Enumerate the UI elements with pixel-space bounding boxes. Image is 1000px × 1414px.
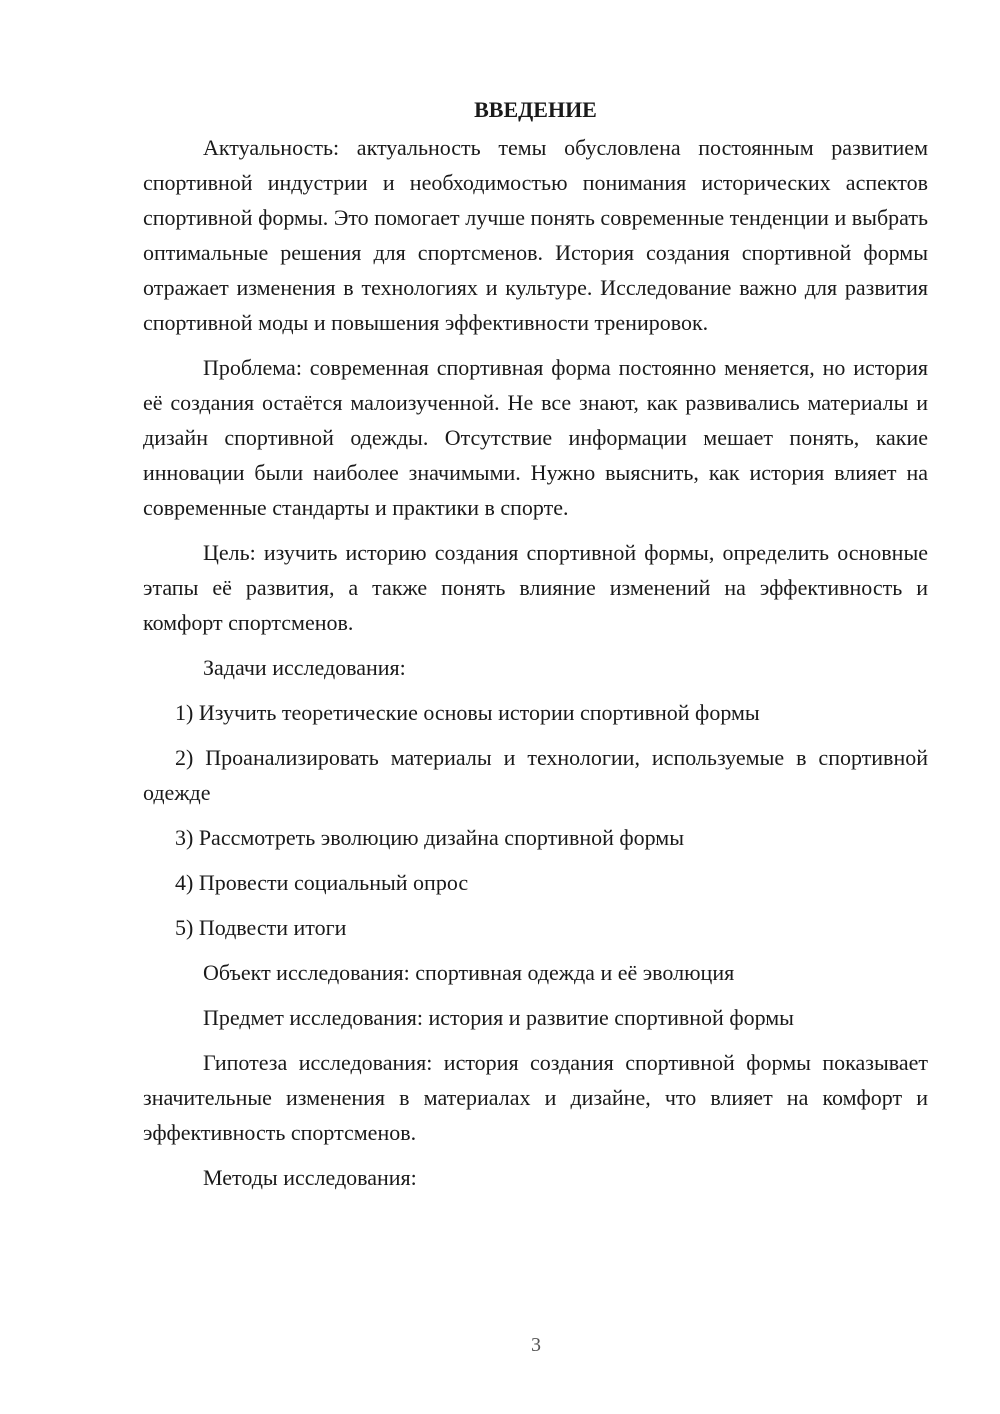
task-item: 1) Изучить теоретические основы истории спортивной формы [175, 700, 760, 725]
methods-heading: Методы исследования: [203, 1165, 417, 1190]
tasks-heading: Задачи исследования: [203, 655, 406, 680]
goal-paragraph: Цель: изучить историю создания спортивной формы, определить основные этапы её развития, а также понять влияние изменений на эффективность и комфорт спортсменов. [143, 540, 928, 635]
subject-paragraph: Предмет исследования: история и развитие спортивной формы [203, 1005, 794, 1030]
problem-paragraph: Проблема: современная спортивная форма постоянно меняется, но история её создания остаётся малоизученной. Не все знают, как развивались материалы и дизайн спортивной одежды. Отсутствие информации мешает понять, какие инновации были наиболее значимыми. Нужно выяснить, как история влияет на современные стандарты и практики в спорте. [143, 355, 928, 520]
section-heading: ВВЕДЕНИЕ [474, 97, 597, 122]
object-paragraph: Объект исследования: спортивная одежда и её эволюция [203, 960, 735, 985]
relevance-paragraph: Актуальность: актуальность темы обусловлена постоянным развитием спортивной индустрии и необходимостью понимания исторических аспектов спортивной формы. Это помогает лучше понять современные тенденции и выбрать оптимальные решения для спортсменов. История создания спортивной формы отражает изменения в технологиях и культуре. Исследование важно для развития спортивной моды и повышения эффективности тренировок. [143, 135, 928, 335]
page-number: 3 [531, 1334, 541, 1356]
task-item: 4) Провести социальный опрос [175, 870, 469, 895]
document-page [143, 96, 928, 1205]
task-item: 5) Подвести итоги [175, 915, 347, 940]
hypothesis-paragraph: Гипотеза исследования: история создания спортивной формы показывает значительные изменения в материалах и дизайне, что влияет на комфорт и эффективность спортсменов. [143, 1050, 928, 1145]
task-item: 3) Рассмотреть эволюцию дизайна спортивной формы [175, 825, 684, 850]
task-item: 2) Проанализировать материалы и технологии, используемые в спортивной одежде [143, 745, 928, 805]
